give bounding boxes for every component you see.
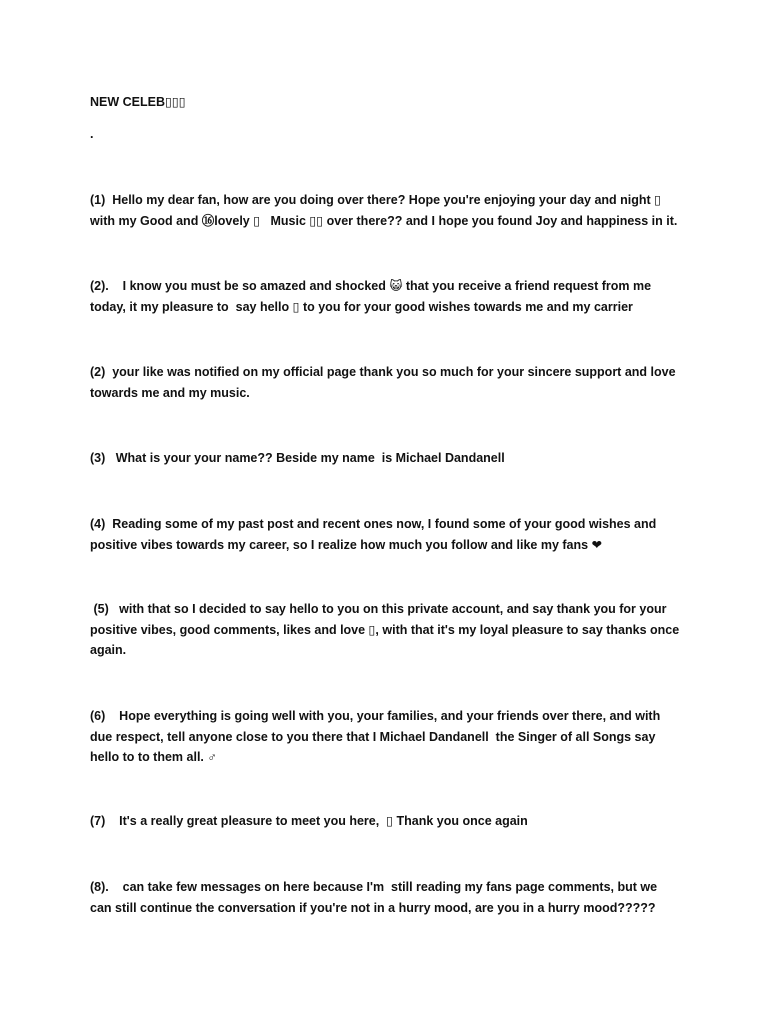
paragraph-2-friend-request: (2). I know you must be so amazed and shocked 😺 that you receive a friend request from me today, it my pleasure to say hello ▯ to you for your good wishes towards me and my carrier [90,279,655,314]
title-dot: . [90,127,94,141]
paragraph-5: (5) with that so I decided to say hello to you on this private account, and say thank you for your positive vibes, good comments, likes and love ▯, with that it's my loyal pleasure to say thanks once again. [90,602,683,657]
document-title: NEW CELEB▯▯▯ [90,95,186,109]
paragraph-2-like-notified: (2) your like was notified on my official page thank you so much for your sincere support and love towards me and my music. [90,365,680,400]
paragraph-4: (4) Reading some of my past post and recent ones now, I found some of your good wishes and positive vibes towards my career, so I realize how much you follow and like my fans ❤ [90,517,660,552]
paragraph-6: (6) Hope everything is going well with you, your families, and your friends over there, and with due respect, tell anyone close to you there that I Michael Dandanell the Singer of all Songs say hello to to them all. ♂ [90,709,664,764]
paragraph-1: (1) Hello my dear fan, how are you doing over there? Hope you're enjoying your day and night ▯ with my Good and ⑯lovely ▯ Music ▯▯ over there?? and I hope you found Joy and happiness in it. [90,193,678,228]
paragraph-7: (7) It's a really great pleasure to meet you here, ▯ Thank you once again [90,814,528,828]
paragraph-3: (3) What is your your name?? Beside my name is Michael Dandanell [90,451,505,465]
paragraph-8: (8). can take few messages on here because I'm still reading my fans page comments, but we can still continue the conversation if you're not in a hurry mood, are you in a hurry mood????? [90,880,661,915]
